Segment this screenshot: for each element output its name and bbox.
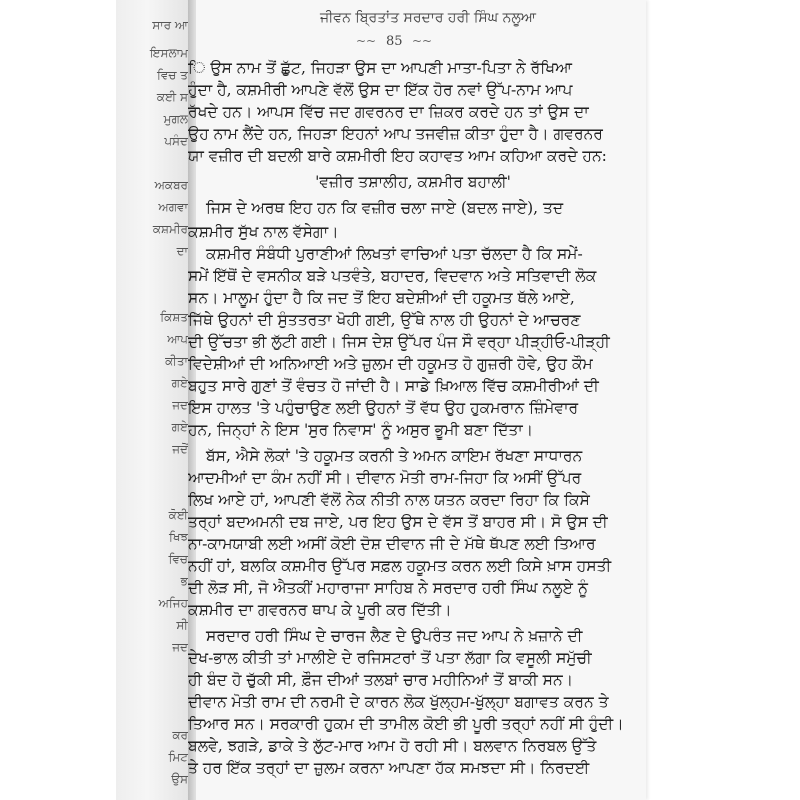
left-page-fragment: ਖਿਝ	[168, 530, 188, 544]
text-line: ਹਨ, ਜਿਨ੍ਹਾਂ ਨੇ ਇਸ 'ਸੁਰ ਨਿਵਾਸ' ਨੂੰ ਅਸੁਰ ਭੂਮੀ ਬਣਾ ਦਿੱਤਾ।	[188, 421, 534, 439]
left-page-fragment: ਜਦ	[172, 398, 188, 412]
left-page-fragment: ਵਿਚ	[168, 552, 188, 566]
left-page-fragment: ਭ	[180, 574, 188, 588]
text-line: ਦੀਵਾਨ ਮੋਤੀ ਰਾਮ ਦੀ ਨਰਮੀ ਦੇ ਕਾਰਨ ਲੋਕ ਖੁੱਲ੍ਹਮ-ਖੁੱਲ੍ਹਾ ਬਗਾਵਤ ਕਰਨ ਤੇ	[188, 693, 609, 711]
left-page-fragment: ਕਸ਼ਮੀਰ	[152, 222, 188, 236]
left-page-fragment: ਉਸ	[171, 772, 188, 786]
text-line: ਿ ਉਸ ਨਾਮ ਤੋਂ ਛੁੱਟ, ਜਿਹੜਾ ਉਸ ਦਾ ਆਪਣੀ ਮਾਤਾ-ਪਿਤਾ ਨੇ ਰੱਖਿਆ	[188, 59, 572, 77]
left-page-fragment: ਆਪ	[167, 332, 188, 346]
left-page-fragment: ਵਿਚ ਤ	[157, 68, 188, 82]
text-line: ਤੇ ਹਰ ਇੱਕ ਤਰ੍ਹਾਂ ਦਾ ਜ਼ੁਲਮ ਕਰਨਾ ਆਪਣਾ ਹੱਕ ਸਮਝਦਾ ਸੀ। ਨਿਰਦਈ	[188, 759, 590, 777]
text-line: ਲਿਖ ਆਏ ਹਾਂ, ਆਪਣੀ ਵੱਲੋਂ ਨੇਕ ਨੀਤੀ ਨਾਲ ਯਤਨ ਕਰਦਾ ਰਿਹਾ ਕਿ ਕਿਸੇ	[188, 491, 590, 509]
text-line: ਸਨ। ਮਾਲੂਮ ਹੁੰਦਾ ਹੈ ਕਿ ਜਦ ਤੋਂ ਇਹ ਬਦੇਸ਼ੀਆਂ ਦੀ ਹਕੂਮਤ ਥੱਲੇ ਆਏ,	[188, 289, 575, 307]
text-line: ਇਸ ਹਾਲਤ 'ਤੇ ਪਹੁੰਚਾਉਣ ਲਈ ਉਹਨਾਂ ਤੋਂ ਵੱਧ ਉਹ ਹੁਕਮਰਾਨ ਜ਼ਿੰਮੇਵਾਰ	[188, 399, 579, 417]
left-page-fragment: ਜਦੋਂ	[172, 442, 188, 456]
running-head: ਜੀਵਨ ਬ੍ਰਿਤਾਂਤ ਸਰਦਾਰ ਹਰੀ ਸਿੰਘ ਨਲੂਆ	[319, 10, 537, 26]
text-line: ਉਹ ਨਾਮ ਲੈਂਦੇ ਹਨ, ਜਿਹੜਾ ਇਹਨਾਂ ਆਪ ਤਜਵੀਜ਼ ਕੀਤਾ ਹੁੰਦਾ ਹੈ। ਗਵਰਨਰ	[188, 125, 603, 143]
left-page-fragment: ਮੁਗਲ	[163, 112, 188, 126]
text-line: ਦੀ ਲੋੜ ਸੀ, ਜੋ ਐਤਕੀਂ ਮਹਾਰਾਜਾ ਸਾਹਿਬ ਨੇ ਸਰਦਾਰ ਹਰੀ ਸਿੰਘ ਨਲੂਏ ਨੂੰ	[188, 579, 588, 597]
text-line: ਸਮੇਂ ਇੱਥੋਂ ਦੇ ਵਸਨੀਕ ਬੜੇ ਪਤਵੰਤੇ, ਬਹਾਦਰ, ਵਿਦਵਾਨ ਅਤੇ ਸਤਿਵਾਦੀ ਲੋਕ	[188, 267, 597, 285]
left-page-fragment: ਦਾ	[176, 244, 188, 258]
left-page-fragment: ਅਕਬਰ	[154, 178, 188, 192]
quoted-proverb: 'ਵਜ਼ੀਰ ਤਸ਼ਾਲੀਹ, ਕਸ਼ਮੀਰ ਬਹਾਲੀ'	[315, 173, 511, 191]
text-line: ਨਾ-ਕਾਮਯਾਬੀ ਲਈ ਅਸੀਂ ਕੋਈ ਦੋਸ਼ ਦੀਵਾਨ ਜੀ ਦੇ ਮੱਥੇ ਥੱਪਣ ਲਈ ਤਿਆਰ	[188, 535, 596, 553]
text-line: ਬਲਵੇ, ਝਗੜੇ, ਡਾਕੇ ਤੇ ਲੁੱਟ-ਮਾਰ ਆਮ ਹੋ ਰਹੀ ਸੀ। ਬਲਵਾਨ ਨਿਰਬਲ ਉੱਤੇ	[188, 737, 597, 755]
left-page-fragment: ਕਿਸ਼ਤ	[160, 310, 188, 324]
text-line: ਵਿਦੇਸ਼ੀਆਂ ਦੀ ਅਨਿਆਈ ਅਤੇ ਜ਼ੁਲਮ ਦੀ ਹਕੂਮਤ ਹੋ ਗੁਜ਼ਰੀ ਹੋਵੇ, ਉਹ ਕੌਮ	[188, 355, 593, 373]
text-line: ਰੱਖਦੇ ਹਨ। ਆਪਸ ਵਿੱਚ ਜਦ ਗਵਰਨਰ ਦਾ ਜ਼ਿਕਰ ਕਰਦੇ ਹਨ ਤਾਂ ਉਸ ਦਾ	[188, 103, 589, 121]
text-line: ਬੱਸ, ਐਸੇ ਲੋਕਾਂ 'ਤੇ ਹਕੂਮਤ ਕਰਨੀ ਤੇ ਅਮਨ ਕਾਇਮ ਰੱਖਣਾ ਸਾਧਾਰਨ	[206, 447, 583, 465]
left-page-fragment: ਸੀ	[176, 618, 188, 632]
text-line: ਕਸ਼ਮੀਰ ਸੁੱਖ ਨਾਲ ਵੱਸੇਗਾ।	[188, 223, 339, 241]
text-line: ਸਰਦਾਰ ਹਰੀ ਸਿੰਘ ਦੇ ਚਾਰਜ ਲੈਣ ਦੇ ਉਪਰੰਤ ਜਦ ਆਪ ਨੇ ਖ਼ਜ਼ਾਨੇ ਦੀ	[206, 627, 583, 645]
ornament-right: ~~	[412, 34, 433, 48]
text-line: ਜਿੱਥੇ ਉਹਨਾਂ ਦੀ ਸੁੰਤਤਰਤਾ ਖੋਹੀ ਗਈ, ਉੱਥੇ ਨਾਲ ਹੀ ਉਹਨਾਂ ਦੇ ਆਚਰਣ	[188, 311, 581, 329]
ornament-left: ~~	[356, 34, 377, 48]
text-line: ਹੁੰਦਾ ਹੈ, ਕਸ਼ਮੀਰੀ ਆਪਣੇ ਵੱਲੋਂ ਉਸ ਦਾ ਇੱਕ ਹੋਰ ਨਵਾਂ ਉੱਪ-ਨਾਮ ਆਪ	[188, 81, 573, 99]
left-page-fragment: ਗਏ	[171, 420, 188, 434]
left-page-fragment: ਅਗਵਾ	[158, 200, 188, 214]
text-line: ਤਰ੍ਹਾਂ ਬਦਅਮਨੀ ਦਬ ਜਾਏ, ਪਰ ਇਹ ਉਸ ਦੇ ਵੱਸ ਤੋਂ ਬਾਹਰ ਸੀ। ਸੋ ਉਸ ਦੀ	[188, 513, 608, 531]
left-page-fragment: ਪਸੰਦ	[164, 134, 188, 148]
text-line: ਯਾ ਵਜ਼ੀਰ ਦੀ ਬਦਲੀ ਬਾਰੇ ਕਸ਼ਮੀਰੀ ਇਹ ਕਹਾਵਤ ਆਮ ਕਹਿਆ ਕਰਦੇ ਹਨ:	[188, 147, 607, 165]
text-line: ਆਦਮੀਆਂ ਦਾ ਕੰਮ ਨਹੀਂ ਸੀ। ਦੀਵਾਨ ਮੋਤੀ ਰਾਮ-ਜਿਹਾ ਕਿ ਅਸੀਂ ਉੱਪਰ	[188, 469, 582, 487]
left-page-fragment: ਕੋਈ	[168, 508, 188, 522]
left-page-fragment: ਕੀਤਾ	[165, 354, 188, 368]
left-page-fragment: ਗਏ	[171, 376, 188, 390]
left-page-fragment: ਜਦ	[172, 640, 188, 654]
text-line: ਦੇਖ-ਭਾਲ ਕੀਤੀ ਤਾਂ ਮਾਲੀਏ ਦੇ ਰਜਿਸਟਰਾਂ ਤੋਂ ਪਤਾ ਲੱਗਾ ਕਿ ਵਸੂਲੀ ਸਮੁੱਚੀ	[188, 649, 592, 667]
left-page-fragment: ਇਸਲਾਮ	[150, 46, 188, 60]
text-line: ਤਿਆਰ ਸਨ। ਸਰਕਾਰੀ ਹੁਕਮ ਦੀ ਤਾਮੀਲ ਕੋਈ ਭੀ ਪੂਰੀ ਤਰ੍ਹਾਂ ਨਹੀਂ ਸੀ ਹੁੰਦੀ।	[188, 715, 624, 733]
page-number: 85	[386, 34, 403, 49]
left-page-fragment: ਸਾਰ ਆ	[152, 18, 188, 32]
text-line: ਕਸ਼ਮੀਰ ਸੰਬੰਧੀ ਪੁਰਾਣੀਆਂ ਲਿਖਤਾਂ ਵਾਚਿਆਂ ਪਤਾ ਚੱਲਦਾ ਹੈ ਕਿ ਸਮੇਂ-	[206, 245, 583, 263]
left-page-fragment: ਮਿਟ	[168, 750, 188, 764]
left-page-edge	[116, 0, 194, 800]
text-line: ਦੀ ਉੱਚਤਾ ਭੀ ਲੁੱਟੀ ਗਈ। ਜਿਸ ਦੇਸ਼ ਉੱਪਰ ਪੰਜ ਸੌ ਵਰ੍ਹਾ ਪੀੜ੍ਹੀਓ-ਪੀੜ੍ਹੀ	[188, 333, 610, 351]
left-page-fragment: ਕਰ	[172, 728, 188, 742]
text-line: ਹੀ ਬੰਦ ਹੋ ਚੁੱਕੀ ਸੀ, ਫ਼ੌਜ ਦੀਆਂ ਤਲਬਾਂ ਚਾਰ ਮਹੀਨਿਆਂ ਤੋਂ ਬਾਕੀ ਸਨ।	[188, 671, 574, 689]
text-line: ਕਸ਼ਮੀਰ ਦਾ ਗਵਰਨਰ ਥਾਪ ਕੇ ਪੂਰੀ ਕਰ ਦਿੱਤੀ।	[188, 601, 452, 619]
left-page-fragment: ਅਜਿਹ	[158, 596, 188, 610]
text-line: ਜਿਸ ਦੇ ਅਰਥ ਇਹ ਹਨ ਕਿ ਵਜ਼ੀਰ ਚਲਾ ਜਾਏ (ਬਦਲ ਜਾਏ), ਤਦ	[206, 199, 564, 217]
text-line: ਬਹੁਤ ਸਾਰੇ ਗੁਣਾਂ ਤੋਂ ਵੰਚਤ ਹੋ ਜਾਂਦੀ ਹੈ। ਸਾਡੇ ਖ਼ਿਆਲ ਵਿੱਚ ਕਸ਼ਮੀਰੀਆਂ ਦੀ	[188, 377, 599, 395]
text-line: ਨਹੀਂ ਹਾਂ, ਬਲਕਿ ਕਸ਼ਮੀਰ ਉੱਪਰ ਸਫ਼ਲ ਹਕੂਮਤ ਕਰਨ ਲਈ ਕਿਸੇ ਖ਼ਾਸ ਹਸਤੀ	[188, 557, 612, 575]
left-page-fragment: ਕਈ ਸ	[156, 90, 188, 104]
